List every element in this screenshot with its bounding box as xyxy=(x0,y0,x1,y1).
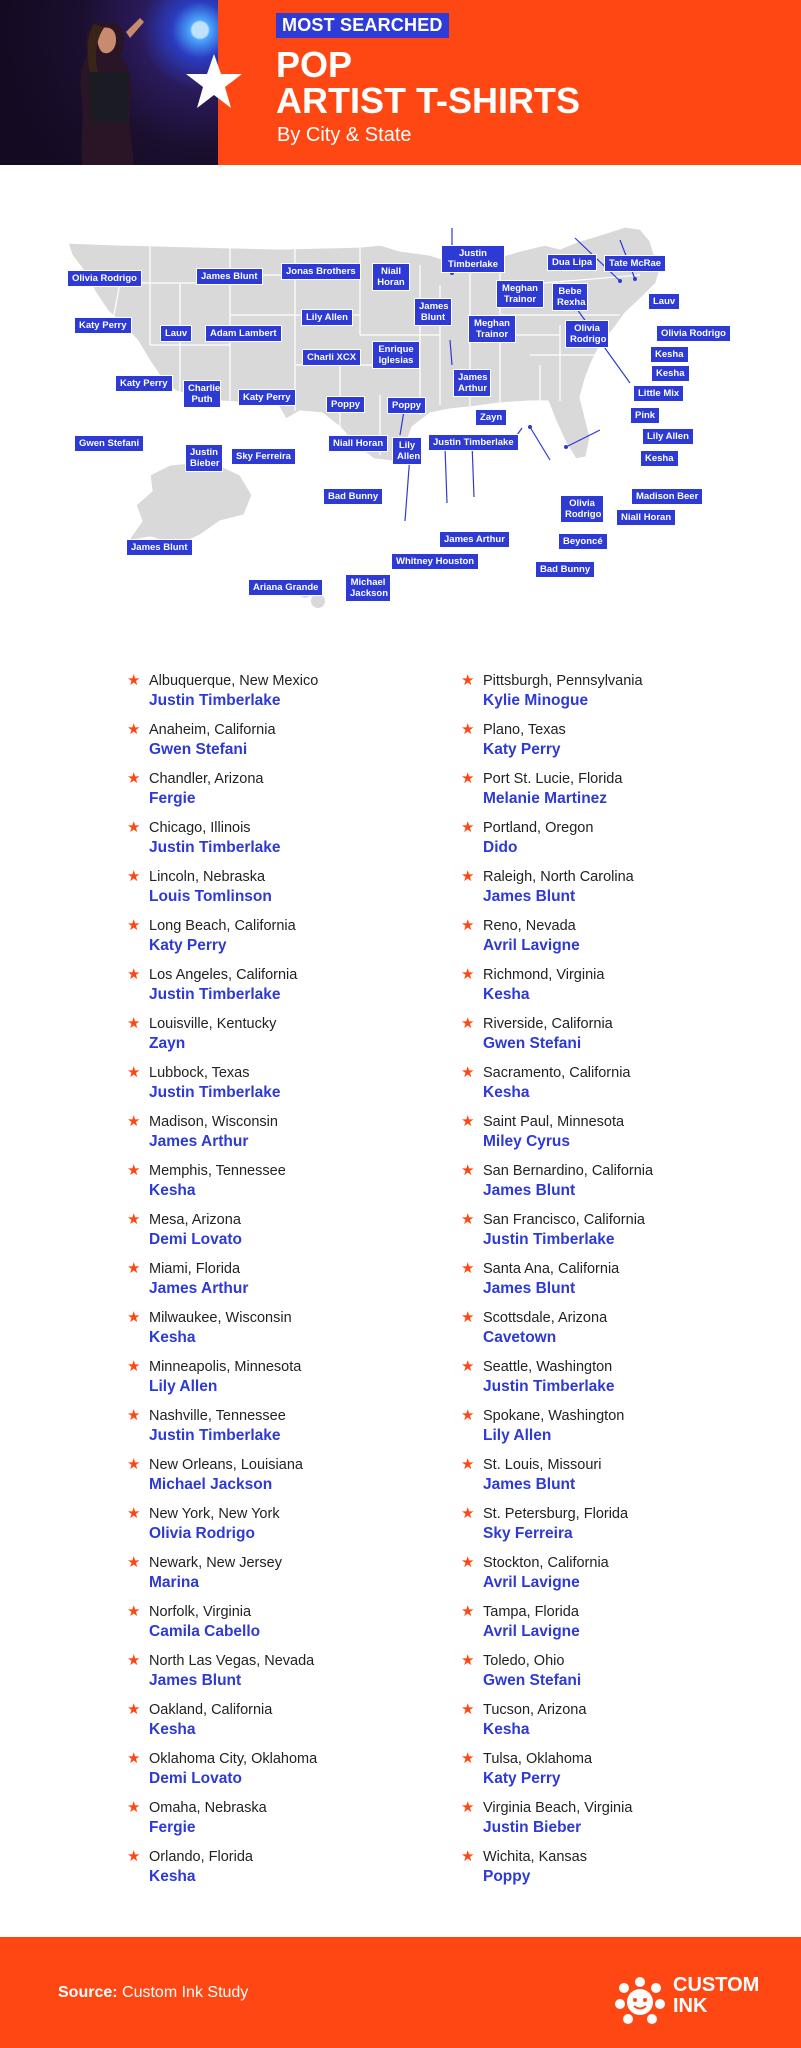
city-name: Nashville, Tennessee xyxy=(149,1408,286,1424)
artist-name: Kesha xyxy=(483,986,530,1003)
artist-name: Avril Lavigne xyxy=(483,937,580,954)
artist-name: Poppy xyxy=(483,1868,531,1885)
artist-name: James Blunt xyxy=(483,1476,576,1493)
artist-name: Sky Ferreira xyxy=(483,1525,573,1542)
map-label: Lily Allen xyxy=(301,309,353,326)
star-icon: ★ xyxy=(461,1162,475,1179)
artist-name: James Blunt xyxy=(483,888,576,905)
star-icon: ★ xyxy=(461,1701,475,1718)
star-icon: ★ xyxy=(127,1456,141,1473)
artist-name: Fergie xyxy=(149,790,196,807)
star-icon: ★ xyxy=(461,1750,475,1767)
artist-name: Lily Allen xyxy=(483,1427,552,1444)
star-icon: ★ xyxy=(461,1211,475,1228)
logo-wordmark xyxy=(673,1975,759,2017)
star-icon: ★ xyxy=(461,1799,475,1816)
map-label: Tate McRae xyxy=(604,255,666,272)
city-name: Miami, Florida xyxy=(149,1261,241,1277)
map-label: Niall Horan xyxy=(616,509,676,526)
star-icon: ★ xyxy=(127,1848,141,1865)
map-label: James Blunt xyxy=(126,539,193,556)
city-name: New Orleans, Louisiana xyxy=(149,1457,303,1473)
map-label: Meghan Trainor xyxy=(468,315,516,343)
artist-name: Dido xyxy=(483,839,518,856)
star-icon xyxy=(184,52,244,112)
map-label: Sky Ferreira xyxy=(231,448,296,465)
city-name: Reno, Nevada xyxy=(483,918,576,934)
map-label: Kesha xyxy=(640,450,679,467)
city-name: Sacramento, California xyxy=(483,1065,631,1081)
artist-name: Cavetown xyxy=(483,1329,557,1346)
city-name: Omaha, Nebraska xyxy=(149,1800,267,1816)
page-subtitle: By City & State xyxy=(277,124,412,146)
artist-name: Avril Lavigne xyxy=(483,1623,580,1640)
city-name: Spokane, Washington xyxy=(483,1408,625,1424)
star-icon: ★ xyxy=(461,1015,475,1032)
star-icon: ★ xyxy=(127,1260,141,1277)
map-label: Zayn xyxy=(475,409,507,426)
city-name: Pittsburgh, Pennsylvania xyxy=(483,673,643,689)
artist-name: Katy Perry xyxy=(483,1770,561,1787)
map-label: James Blunt xyxy=(414,298,452,326)
star-icon: ★ xyxy=(461,1505,475,1522)
artist-name: Kesha xyxy=(149,1329,196,1346)
star-icon: ★ xyxy=(461,672,475,689)
map-label: Olivia Rodrigo xyxy=(656,325,731,342)
artist-name: James Arthur xyxy=(149,1133,249,1150)
map-label: Pink xyxy=(630,407,660,424)
star-icon: ★ xyxy=(127,1113,141,1130)
artist-name: Gwen Stefani xyxy=(149,741,248,758)
map-label: Olivia Rodrigo xyxy=(67,270,142,287)
artist-name: Kesha xyxy=(149,1721,196,1738)
map-label: Justin Timberlake xyxy=(428,434,519,451)
star-icon: ★ xyxy=(461,1113,475,1130)
star-icon: ★ xyxy=(461,1652,475,1669)
map-label: Jonas Brothers xyxy=(281,263,361,280)
city-name: Newark, New Jersey xyxy=(149,1555,282,1571)
city-name: Long Beach, California xyxy=(149,918,296,934)
artist-name: Justin Timberlake xyxy=(149,1427,281,1444)
map-label: Niall Horan xyxy=(328,435,388,452)
map-label: Bad Bunny xyxy=(323,488,383,505)
star-icon: ★ xyxy=(461,868,475,885)
city-name: Chicago, Illinois xyxy=(149,820,251,836)
map-label: Gwen Stefani xyxy=(74,435,144,452)
map-label: Adam Lambert xyxy=(205,325,282,342)
city-name: Louisville, Kentucky xyxy=(149,1016,277,1032)
artist-name: Kylie Minogue xyxy=(483,692,589,709)
map-label: Olivia Rodrigo xyxy=(565,320,609,348)
city-name: Anaheim, California xyxy=(149,722,276,738)
artist-name: Katy Perry xyxy=(149,937,227,954)
map-label: Lily Allen xyxy=(392,437,422,465)
artist-name: Kesha xyxy=(149,1868,196,1885)
map-label: Justin Bieber xyxy=(185,444,223,472)
artist-name: James Arthur xyxy=(149,1280,249,1297)
star-icon: ★ xyxy=(127,1701,141,1718)
city-name: Orlando, Florida xyxy=(149,1849,253,1865)
artist-name: Fergie xyxy=(149,1819,196,1836)
star-icon: ★ xyxy=(127,819,141,836)
star-icon: ★ xyxy=(127,1162,141,1179)
map-label: Olivia Rodrigo xyxy=(560,495,604,523)
star-icon: ★ xyxy=(127,1309,141,1326)
city-name: Memphis, Tennessee xyxy=(149,1163,286,1179)
star-icon: ★ xyxy=(127,966,141,983)
artist-name: Miley Cyrus xyxy=(483,1133,571,1150)
city-name: Stockton, California xyxy=(483,1555,609,1571)
map-label: James Arthur xyxy=(439,531,510,548)
city-name: Santa Ana, California xyxy=(483,1261,620,1277)
map-label: Niall Horan xyxy=(372,263,410,291)
city-name: Milwaukee, Wisconsin xyxy=(149,1310,292,1326)
artist-name: Justin Timberlake xyxy=(149,1084,281,1101)
artist-name: Justin Timberlake xyxy=(483,1378,615,1395)
star-icon: ★ xyxy=(461,1064,475,1081)
artist-name: Avril Lavigne xyxy=(483,1574,580,1591)
map-label: Katy Perry xyxy=(115,375,173,392)
city-name: Los Angeles, California xyxy=(149,967,298,983)
star-icon: ★ xyxy=(461,770,475,787)
city-name: Oakland, California xyxy=(149,1702,273,1718)
artist-name: Katy Perry xyxy=(483,741,561,758)
star-icon: ★ xyxy=(127,1554,141,1571)
artist-name: Camila Cabello xyxy=(149,1623,261,1640)
star-icon: ★ xyxy=(461,1309,475,1326)
artist-name: Kesha xyxy=(149,1182,196,1199)
artist-name: Kesha xyxy=(483,1084,530,1101)
city-name: St. Petersburg, Florida xyxy=(483,1506,629,1522)
star-icon: ★ xyxy=(127,1358,141,1375)
star-icon: ★ xyxy=(127,1652,141,1669)
star-icon: ★ xyxy=(127,1505,141,1522)
logo-line2: INK xyxy=(673,1995,708,2017)
star-icon: ★ xyxy=(127,1750,141,1767)
city-name: St. Louis, Missouri xyxy=(483,1457,602,1473)
map-label: Charli XCX xyxy=(302,349,361,366)
artist-name: Michael Jackson xyxy=(149,1476,273,1493)
city-name: Wichita, Kansas xyxy=(483,1849,587,1865)
city-name: Port St. Lucie, Florida xyxy=(483,771,623,787)
artist-name: Justin Timberlake xyxy=(149,692,281,709)
star-icon: ★ xyxy=(461,1456,475,1473)
source-label: Source: xyxy=(58,1984,118,2001)
map-label: Madison Beer xyxy=(631,488,703,505)
custom-ink-logo-icon xyxy=(612,1972,668,2028)
page-title-line1: POP xyxy=(276,44,353,85)
city-name: Norfolk, Virginia xyxy=(149,1604,252,1620)
city-name: Madison, Wisconsin xyxy=(149,1114,278,1130)
map-label: Poppy xyxy=(326,396,365,413)
source-text: Custom Ink Study xyxy=(122,1984,249,2001)
city-name: Tucson, Arizona xyxy=(483,1702,587,1718)
city-name: San Francisco, California xyxy=(483,1212,645,1228)
source-credit xyxy=(58,1984,248,2002)
star-icon: ★ xyxy=(461,721,475,738)
artist-name: Justin Bieber xyxy=(483,1819,582,1836)
map-label: Meghan Trainor xyxy=(496,280,544,308)
city-name: Mesa, Arizona xyxy=(149,1212,241,1228)
star-icon: ★ xyxy=(461,1358,475,1375)
city-name: Oklahoma City, Oklahoma xyxy=(149,1751,318,1767)
star-icon: ★ xyxy=(127,1603,141,1620)
star-icon: ★ xyxy=(127,1211,141,1228)
map-label: James Arthur xyxy=(453,369,491,397)
map-label: Ariana Grande xyxy=(248,579,323,596)
city-name: Saint Paul, Minnesota xyxy=(483,1114,625,1130)
artist-name: Demi Lovato xyxy=(149,1770,243,1787)
city-name: Lubbock, Texas xyxy=(149,1065,250,1081)
header-tag: MOST SEARCHED xyxy=(276,13,449,38)
city-name: Toledo, Ohio xyxy=(483,1653,565,1669)
map-label: Dua Lipa xyxy=(547,254,597,271)
map-label: Bebe Rexha xyxy=(552,283,588,311)
star-icon: ★ xyxy=(127,721,141,738)
city-name: New York, New York xyxy=(149,1506,280,1522)
star-icon: ★ xyxy=(461,1603,475,1620)
map-label: Lily Allen xyxy=(642,428,694,445)
star-icon: ★ xyxy=(461,1260,475,1277)
city-name: Scottsdale, Arizona xyxy=(483,1310,608,1326)
city-name: Lincoln, Nebraska xyxy=(149,869,266,885)
map-label: Whitney Houston xyxy=(391,553,479,570)
artist-name: Kesha xyxy=(483,1721,530,1738)
city-name: San Bernardino, California xyxy=(483,1163,654,1179)
artist-name: James Blunt xyxy=(483,1182,576,1199)
artist-name: James Blunt xyxy=(483,1280,576,1297)
artist-name: Marina xyxy=(149,1574,199,1591)
star-icon: ★ xyxy=(127,672,141,689)
star-icon: ★ xyxy=(461,966,475,983)
artist-name: James Blunt xyxy=(149,1672,242,1689)
city-name: Minneapolis, Minnesota xyxy=(149,1359,302,1375)
us-map xyxy=(0,165,801,635)
header-banner xyxy=(0,0,801,165)
logo-line1: CUSTOM xyxy=(673,1974,760,1996)
artist-name: Justin Timberlake xyxy=(149,986,281,1003)
city-name: Chandler, Arizona xyxy=(149,771,264,787)
map-label: James Blunt xyxy=(196,268,263,285)
map-label: Kesha xyxy=(650,346,689,363)
map-label: Justin Timberlake xyxy=(441,245,505,273)
city-name: Tampa, Florida xyxy=(483,1604,579,1620)
star-icon: ★ xyxy=(127,1407,141,1424)
city-name: North Las Vegas, Nevada xyxy=(149,1653,315,1669)
star-icon: ★ xyxy=(127,770,141,787)
artist-name: Melanie Martinez xyxy=(483,790,608,807)
city-name: Riverside, California xyxy=(483,1016,613,1032)
artist-name: Demi Lovato xyxy=(149,1231,243,1248)
city-name: Portland, Oregon xyxy=(483,820,594,836)
city-name: Richmond, Virginia xyxy=(483,967,605,983)
map-label: Little Mix xyxy=(633,385,684,402)
map-label: Lauv xyxy=(160,325,192,342)
star-icon: ★ xyxy=(127,917,141,934)
star-icon: ★ xyxy=(127,1064,141,1081)
map-label: Katy Perry xyxy=(74,317,132,334)
map-label: Michael Jackson xyxy=(345,574,391,602)
map-label: Enrique Iglesias xyxy=(372,341,420,369)
city-name: Virginia Beach, Virginia xyxy=(483,1800,633,1816)
star-icon: ★ xyxy=(461,1407,475,1424)
artist-name: Louis Tomlinson xyxy=(149,888,272,905)
artist-name: Justin Timberlake xyxy=(149,839,281,856)
artist-name: Justin Timberlake xyxy=(483,1231,615,1248)
map-label: Lauv xyxy=(648,293,680,310)
map-label: Beyoncé xyxy=(558,533,608,550)
map-label: Katy Perry xyxy=(238,389,296,406)
artist-name: Gwen Stefani xyxy=(483,1672,582,1689)
star-icon: ★ xyxy=(461,1848,475,1865)
star-icon: ★ xyxy=(127,868,141,885)
map-label: Kesha xyxy=(651,365,690,382)
footer xyxy=(0,1937,801,2048)
city-name: Plano, Texas xyxy=(483,722,566,738)
star-icon: ★ xyxy=(127,1015,141,1032)
star-icon: ★ xyxy=(461,917,475,934)
star-icon: ★ xyxy=(461,1554,475,1571)
city-name: Albuquerque, New Mexico xyxy=(149,673,319,689)
artist-name: Lily Allen xyxy=(149,1378,218,1395)
artist-name: Olivia Rodrigo xyxy=(149,1525,255,1542)
artist-name: Zayn xyxy=(149,1035,186,1052)
artist-name: Gwen Stefani xyxy=(483,1035,582,1052)
page-title-line2: ARTIST T-SHIRTS xyxy=(276,80,580,121)
city-name: Raleigh, North Carolina xyxy=(483,869,634,885)
city-name: Seattle, Washington xyxy=(483,1359,613,1375)
star-icon: ★ xyxy=(461,819,475,836)
singer-silhouette xyxy=(68,12,148,165)
star-icon: ★ xyxy=(127,1799,141,1816)
map-label: Bad Bunny xyxy=(535,561,595,578)
map-label: Poppy xyxy=(387,397,426,414)
city-name: Tulsa, Oklahoma xyxy=(483,1751,593,1767)
map-label: Charlie Puth xyxy=(183,380,221,408)
